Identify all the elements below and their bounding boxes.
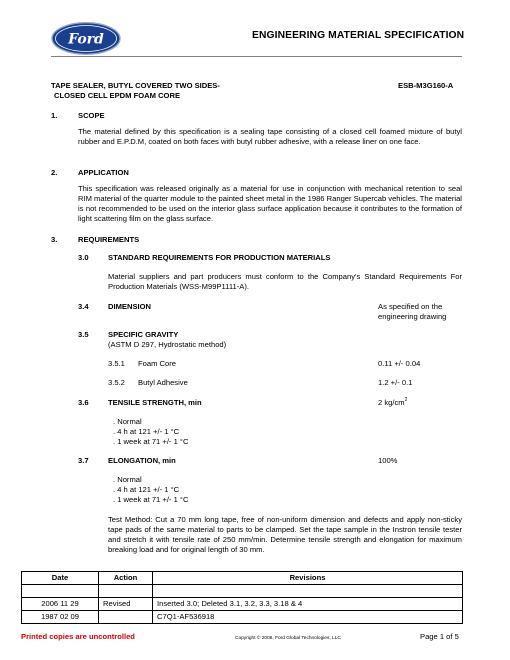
section-2-text: This specification was released originally as a material for use in conjunction with mechanical retention to seal RIM material of the quarter module to the painted sheet metal in the 1986 Ranger Supercab vehicles. The material is not recommended to be used on the interior glass surface application because it contributes to the formation of light scattering film on the glass surface. bbox=[78, 184, 462, 223]
section-3-7-condition-2: . 4 h at 121 +/- 1 °C bbox=[113, 485, 180, 494]
section-3-5-method: (ASTM D 297, Hydrostatic method) bbox=[108, 340, 227, 349]
section-3-0-text: Material suppliers and part producers must conform to the Company's Standard Requirements For Production Materials (WSS-M99P1111-A). bbox=[108, 272, 462, 291]
section-3-7-title: ELONGATION, min bbox=[108, 456, 176, 465]
revision-action bbox=[99, 585, 153, 598]
revisions-table bbox=[21, 571, 463, 624]
revision-action: Revised bbox=[99, 598, 153, 611]
section-3-5-2-value: 1.2 +/- 0.1 bbox=[378, 378, 413, 387]
section-3-0-number: 3.0 bbox=[78, 253, 89, 262]
section-3-6-number: 3.6 bbox=[78, 398, 89, 407]
section-3-title: REQUIREMENTS bbox=[78, 235, 140, 244]
ford-logo bbox=[51, 22, 121, 55]
revisions-header-revisions: Revisions bbox=[153, 572, 463, 585]
footer-uncontrolled-notice: Printed copies are uncontrolled bbox=[21, 632, 135, 641]
section-3-6-value-exponent: 2 bbox=[404, 397, 408, 403]
ford-oval-icon bbox=[51, 22, 121, 55]
section-3-0-title: STANDARD REQUIREMENTS FOR PRODUCTION MATERIALS bbox=[108, 253, 331, 262]
revision-description bbox=[153, 585, 463, 598]
section-3-7-number: 3.7 bbox=[78, 456, 89, 465]
table-row bbox=[22, 585, 463, 598]
revision-description: C7Q1-AF536918 bbox=[153, 611, 463, 624]
revisions-header-date: Date bbox=[22, 572, 99, 585]
section-3-4-value-line1: As specified on the bbox=[378, 302, 443, 311]
section-3-7-condition-1: . Normal bbox=[113, 475, 142, 484]
section-1-title: SCOPE bbox=[78, 111, 105, 120]
revision-date: 2006 11 29 bbox=[22, 598, 99, 611]
revision-date bbox=[22, 585, 99, 598]
revision-description: Inserted 3.0; Deleted 3.1, 3.2, 3.3, 3.18 & 4 bbox=[153, 598, 463, 611]
section-3-6-value bbox=[378, 398, 407, 408]
section-3-6-value-text: 2 kg/cm bbox=[378, 398, 405, 407]
doc-title-line1: TAPE SEALER, BUTYL COVERED TWO SIDES- bbox=[51, 81, 220, 90]
table-row bbox=[22, 611, 463, 624]
section-3-5-1-value: 0.11 +/- 0.04 bbox=[378, 359, 421, 368]
section-3-4-title: DIMENSION bbox=[108, 302, 152, 311]
section-3-7-value: 100% bbox=[378, 456, 398, 465]
doc-title-line2: CLOSED CELL EPDM FOAM CORE bbox=[54, 91, 181, 100]
revision-action bbox=[99, 611, 153, 624]
section-3-5-2-number: 3.5.2 bbox=[108, 378, 125, 387]
section-3-5-1-number: 3.5.1 bbox=[108, 359, 125, 368]
svg-text:Ford: Ford bbox=[68, 31, 104, 48]
footer-copyright: Copyright © 2006, Ford Global Technologies, LLC bbox=[235, 636, 341, 641]
section-3-7-condition-3: . 1 week at 71 +/- 1 °C bbox=[113, 495, 189, 504]
section-3-number: 3. bbox=[51, 235, 58, 244]
section-3-5-2-label: Butyl Adhesive bbox=[138, 378, 188, 387]
header-divider bbox=[51, 56, 462, 57]
section-1-text: The material defined by this specification is a sealing tape consisting of a closed cell foamed mixture of butyl rubber and E.P.D.M, coated on both faces with butyl rubber adhesive, with a release liner on one face. bbox=[78, 127, 462, 146]
section-3-6-title: TENSILE STRENGTH, min bbox=[108, 398, 202, 407]
section-3-5-title: SPECIFIC GRAVITY bbox=[108, 330, 179, 339]
section-3-6-condition-2: . 4 h at 121 +/- 1 °C bbox=[113, 427, 180, 436]
page-header-title: ENGINEERING MATERIAL SPECIFICATION bbox=[252, 30, 465, 41]
revisions-header-action: Action bbox=[99, 572, 153, 585]
section-3-5-number: 3.5 bbox=[78, 330, 89, 339]
revisions-header-row bbox=[22, 572, 463, 585]
section-3-6-condition-1: . Normal bbox=[113, 417, 142, 426]
table-row bbox=[22, 598, 463, 611]
section-3-7-test-method: Test Method: Cut a 70 mm long tape, free of non-uniform dimension and defects and apply non-sticky tape pads of the same material to parts to be clamped. Set the tape sample in the Instron tensile tester and stretch it with tensile rate of 250 mm/min. Determine tensile strength and elongation for maximum breaking load and for original length of 30 mm. bbox=[108, 515, 462, 554]
section-2-number: 2. bbox=[51, 168, 58, 177]
section-3-4-number: 3.4 bbox=[78, 302, 89, 311]
section-3-6-condition-3: . 1 week at 71 +/- 1 °C bbox=[113, 437, 189, 446]
spec-number: ESB-M3G160-A bbox=[398, 81, 454, 90]
section-3-4-value-line2: engineering drawing bbox=[378, 312, 447, 321]
footer-page-number: Page 1 of 5 bbox=[420, 632, 459, 641]
section-3-5-1-label: Foam Core bbox=[138, 359, 176, 368]
section-2-title: APPLICATION bbox=[78, 168, 129, 177]
section-1-number: 1. bbox=[51, 111, 58, 120]
revision-date: 1987 02 09 bbox=[22, 611, 99, 624]
